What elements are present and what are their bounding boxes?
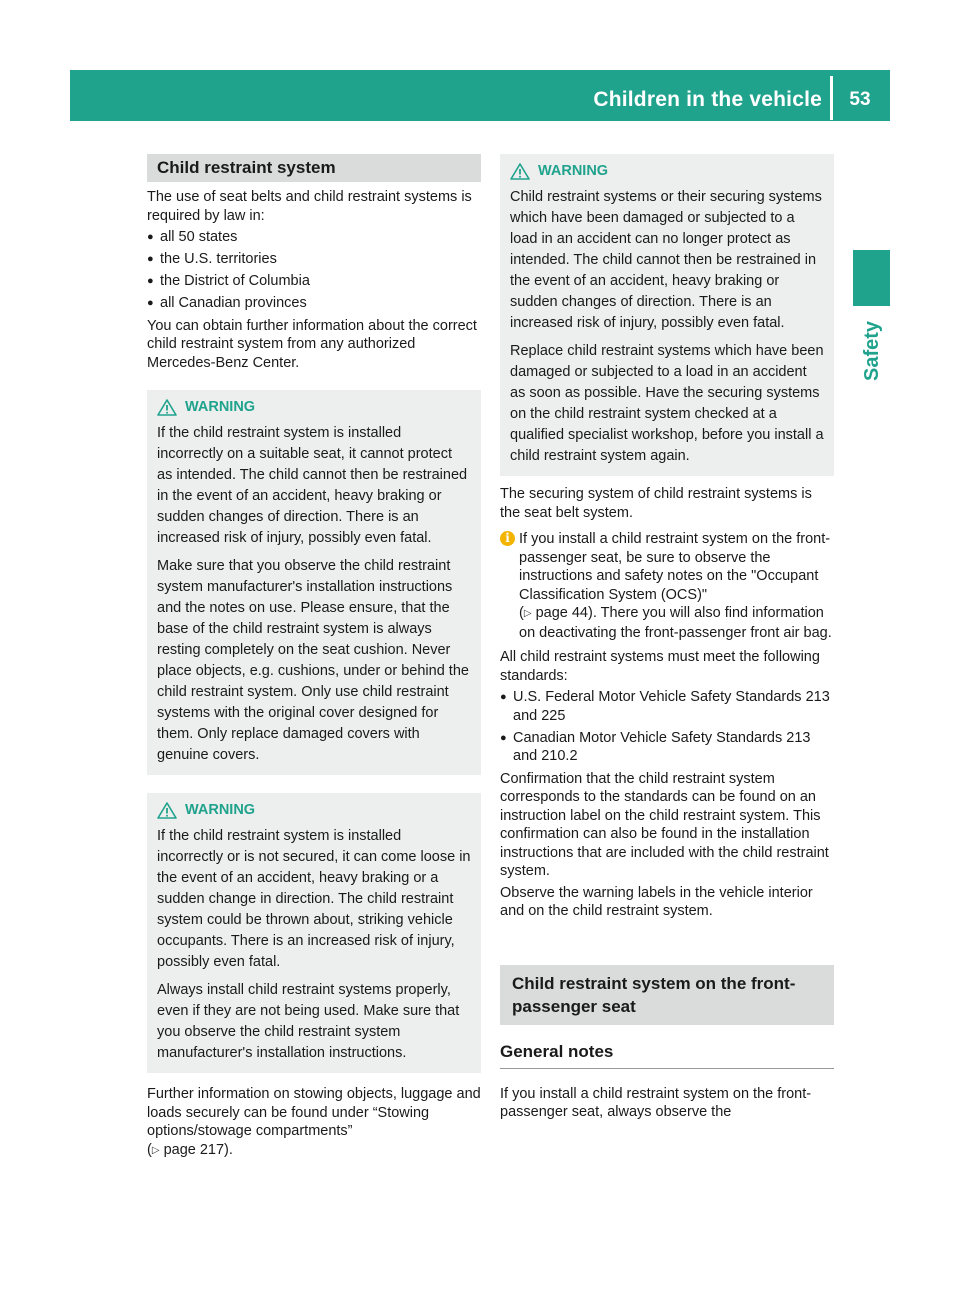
closing-text: Further information on stowing objects, luggage and loads securely can be found under “Stowing options/stowage compartments” (▷ page 217). [147,1086,481,1158]
bullet-icon: ● [147,231,154,243]
section-tab-label: Safety [861,320,883,382]
subsection-heading: General notes [500,1041,834,1069]
page-number: 53 [849,89,871,110]
warning-title: WARNING [510,162,824,180]
header-divider [830,76,833,120]
bullet-icon: ● [500,731,507,744]
chapter-title: Children in the vehicle [593,88,822,111]
warning-box [500,154,834,476]
warning-triangle-icon [157,399,177,416]
list-item: ● the U.S. territories [147,251,277,267]
list-item: ● all 50 states [147,229,238,245]
warning-box [147,390,481,775]
warning-box [147,793,481,1073]
warning-text: Replace child restraint systems which have been damaged or subjected to a load in an accident as soon as possible. Have the securing systems on the child restraint system checked at a qualified specialist workshop, before you install a child restraint system again. [510,343,824,464]
section-heading: Child restraint system [147,154,481,182]
warning-triangle-icon [157,802,177,819]
info-text: You can obtain further information about the correct child restraint system from any authorized Mercedes-Benz Center. [147,317,477,371]
left-column [147,154,481,1163]
standards-list [500,688,834,766]
securing-text: The securing system of child restraint systems is the seat belt system. [500,486,812,521]
list-item: ● Canadian Motor Vehicle Safety Standards 213 and 210.2 [500,729,811,764]
warning-triangle-icon [510,163,530,180]
bullet-icon: ● [147,275,154,287]
jurisdiction-list [147,228,481,313]
warning-text: If the child restraint system is installed incorrectly or is not secured, it can come loose in the event of an accident, heavy braking or a sudden change in direction. The child restraint system could be thrown about, striking vehicle occupants. There is an increased risk of injury, possibly even fatal. [157,828,471,970]
general-notes-text: If you install a child restraint system on the front-passenger seat, always observe the [500,1085,812,1120]
warning-text: Always install child restraint systems properly, even if they are not being used. Make sure that you observe the child restraint system manufacturer's installation instructions. [157,982,460,1061]
warning-title: WARNING [157,398,471,416]
bullet-icon: ● [500,691,507,703]
warning-title: WARNING [157,801,471,819]
info-note: i If you install a child restraint system on the front-passenger seat, be sure to observe the instructions and safety notes on the "Occupant Classification System (OCS)" (▷ page 44). There you will also find information on deactivating the front-passenger front air bag. [500,530,834,642]
warning-text: Child restraint systems or their securing systems which have been damaged or subjected to a load in an accident can no longer protect as intended. The child cannot then be restrained in the event of an accident, heavy braking or sudden changes of direction. There is an increased risk of injury, possibly even fatal. [510,189,822,331]
page-reference-arrow-icon: ▷ [151,1144,160,1156]
bullet-icon: ● [147,253,154,265]
intro-text: The use of seat belts and child restraint systems is required by law in: [147,189,472,224]
bullet-icon: ● [147,297,154,309]
warning-text: If the child restraint system is installed incorrectly on a suitable seat, it cannot protect as intended. The child cannot then be restrained in the event of an accident, heavy braking or sudden changes of direction. There is an increased risk of injury, possibly even fatal. [157,425,468,546]
list-item: ● all Canadian provinces [147,295,307,311]
page-reference-arrow-icon: ▷ [523,608,532,619]
list-item: ● U.S. Federal Motor Vehicle Safety Standards 213 and 225 [500,689,830,724]
observe-text: Observe the warning labels in the vehicle interior and on the child restraint system. [500,884,813,919]
section-tab-marker [853,250,890,306]
warning-text: Make sure that you observe the child restraint system manufacturer's installation instructions and the notes on use. Please ensure, that the base of the child restraint system is always resting completely on the seat cushion. Never place objects, e.g. cushions, under or behind the child restraint system. Only use child restraint systems with the original cover designed for them. Only replace damaged covers with genuine covers. [157,558,469,763]
confirmation-text: Confirmation that the child restraint system corresponds to the standards can be found on an instruction label on the child restraint system. This confirmation can also be found in the installation instructions that are included with the child restraint system. [500,770,829,879]
right-column [500,154,834,1125]
info-icon: i [500,531,515,546]
list-item: ● the District of Columbia [147,273,310,289]
standards-intro: All child restraint systems must meet the following standards: [500,649,820,684]
section-heading: Child restraint system on the front-passenger seat [500,965,834,1025]
